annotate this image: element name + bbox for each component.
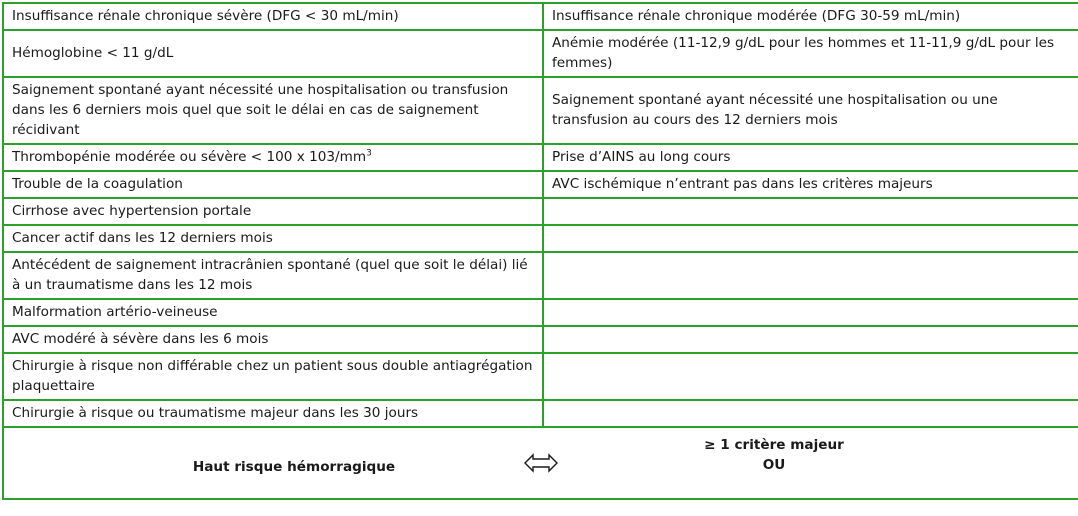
major-criterion-cell: Cancer actif dans les 12 derniers mois xyxy=(3,225,543,252)
major-criterion-cell: Malformation artério-veineuse xyxy=(3,299,543,326)
double-arrow-icon xyxy=(524,453,558,473)
minor-criterion-cell xyxy=(543,252,1078,299)
table-row xyxy=(3,252,1078,299)
table-row xyxy=(3,144,1078,171)
summary-content xyxy=(4,428,1078,498)
table-row xyxy=(3,400,1078,427)
minor-criterion-cell xyxy=(543,198,1078,225)
minor-criterion-cell: AVC ischémique n’entrant pas dans les critères majeurs xyxy=(543,171,1078,198)
table-row xyxy=(3,299,1078,326)
minor-criterion-cell xyxy=(543,225,1078,252)
minor-criterion-cell: Prise d’AINS au long cours xyxy=(543,144,1078,171)
summary-row xyxy=(3,427,1078,499)
minor-criterion-cell: Anémie modérée (11-12,9 g/dL pour les hommes et 11-11,9 g/dL pour les femmes) xyxy=(543,30,1078,77)
major-criterion-cell: Insuffisance rénale chronique sévère (DFG < 30 mL/min) xyxy=(3,3,543,30)
table-row xyxy=(3,353,1078,400)
table-row xyxy=(3,171,1078,198)
major-criterion-threshold: ≥ 1 critère majeur xyxy=(704,437,844,453)
minor-criterion-cell: Saignement spontané ayant nécessité une hospitalisation ou une transfusion au cours des 12 derniers mois xyxy=(543,77,1078,144)
criterion-text: Thrombopénie modérée ou sévère < 100 x 103/mm xyxy=(12,149,367,165)
superscript-exponent: 3 xyxy=(366,148,372,159)
minor-criterion-cell xyxy=(543,326,1078,353)
table-row xyxy=(3,30,1078,77)
minor-criterion-cell: Insuffisance rénale chronique modérée (DFG 30-59 mL/min) xyxy=(543,3,1078,30)
major-criterion-cell: Saignement spontané ayant nécessité une hospitalisation ou transfusion dans les 6 derniers mois quel que soit le délai en cas de saignement récidivant xyxy=(3,77,543,144)
table-row xyxy=(3,77,1078,144)
table-row xyxy=(3,326,1078,353)
table-row xyxy=(3,3,1078,30)
summary-cell xyxy=(3,427,1078,499)
summary-condition xyxy=(624,435,924,475)
major-criterion-cell: Antécédent de saignement intracrânien spontané (quel que soit le délai) lié à un traumatisme dans les 12 mois xyxy=(3,252,543,299)
major-criterion-cell: AVC modéré à sévère dans les 6 mois xyxy=(3,326,543,353)
major-criterion-cell: Chirurgie à risque non différable chez un patient sous double antiagrégation plaquettaire xyxy=(3,353,543,400)
major-criterion-cell: Hémoglobine < 11 g/dL xyxy=(3,30,543,77)
or-label: OU xyxy=(762,457,786,473)
major-criterion-cell: Cirrhose avec hypertension portale xyxy=(3,198,543,225)
high-bleeding-risk-label: Haut risque hémorragique xyxy=(192,459,396,475)
major-criterion-cell: Chirurgie à risque ou traumatisme majeur dans les 30 jours xyxy=(3,400,543,427)
major-criterion-cell: Trouble de la coagulation xyxy=(3,171,543,198)
major-criterion-cell xyxy=(3,144,543,171)
bleeding-risk-criteria-table xyxy=(2,2,1078,500)
minor-criterion-cell xyxy=(543,353,1078,400)
minor-criterion-cell xyxy=(543,299,1078,326)
table-row xyxy=(3,198,1078,225)
minor-criterion-cell xyxy=(543,400,1078,427)
table-row xyxy=(3,225,1078,252)
